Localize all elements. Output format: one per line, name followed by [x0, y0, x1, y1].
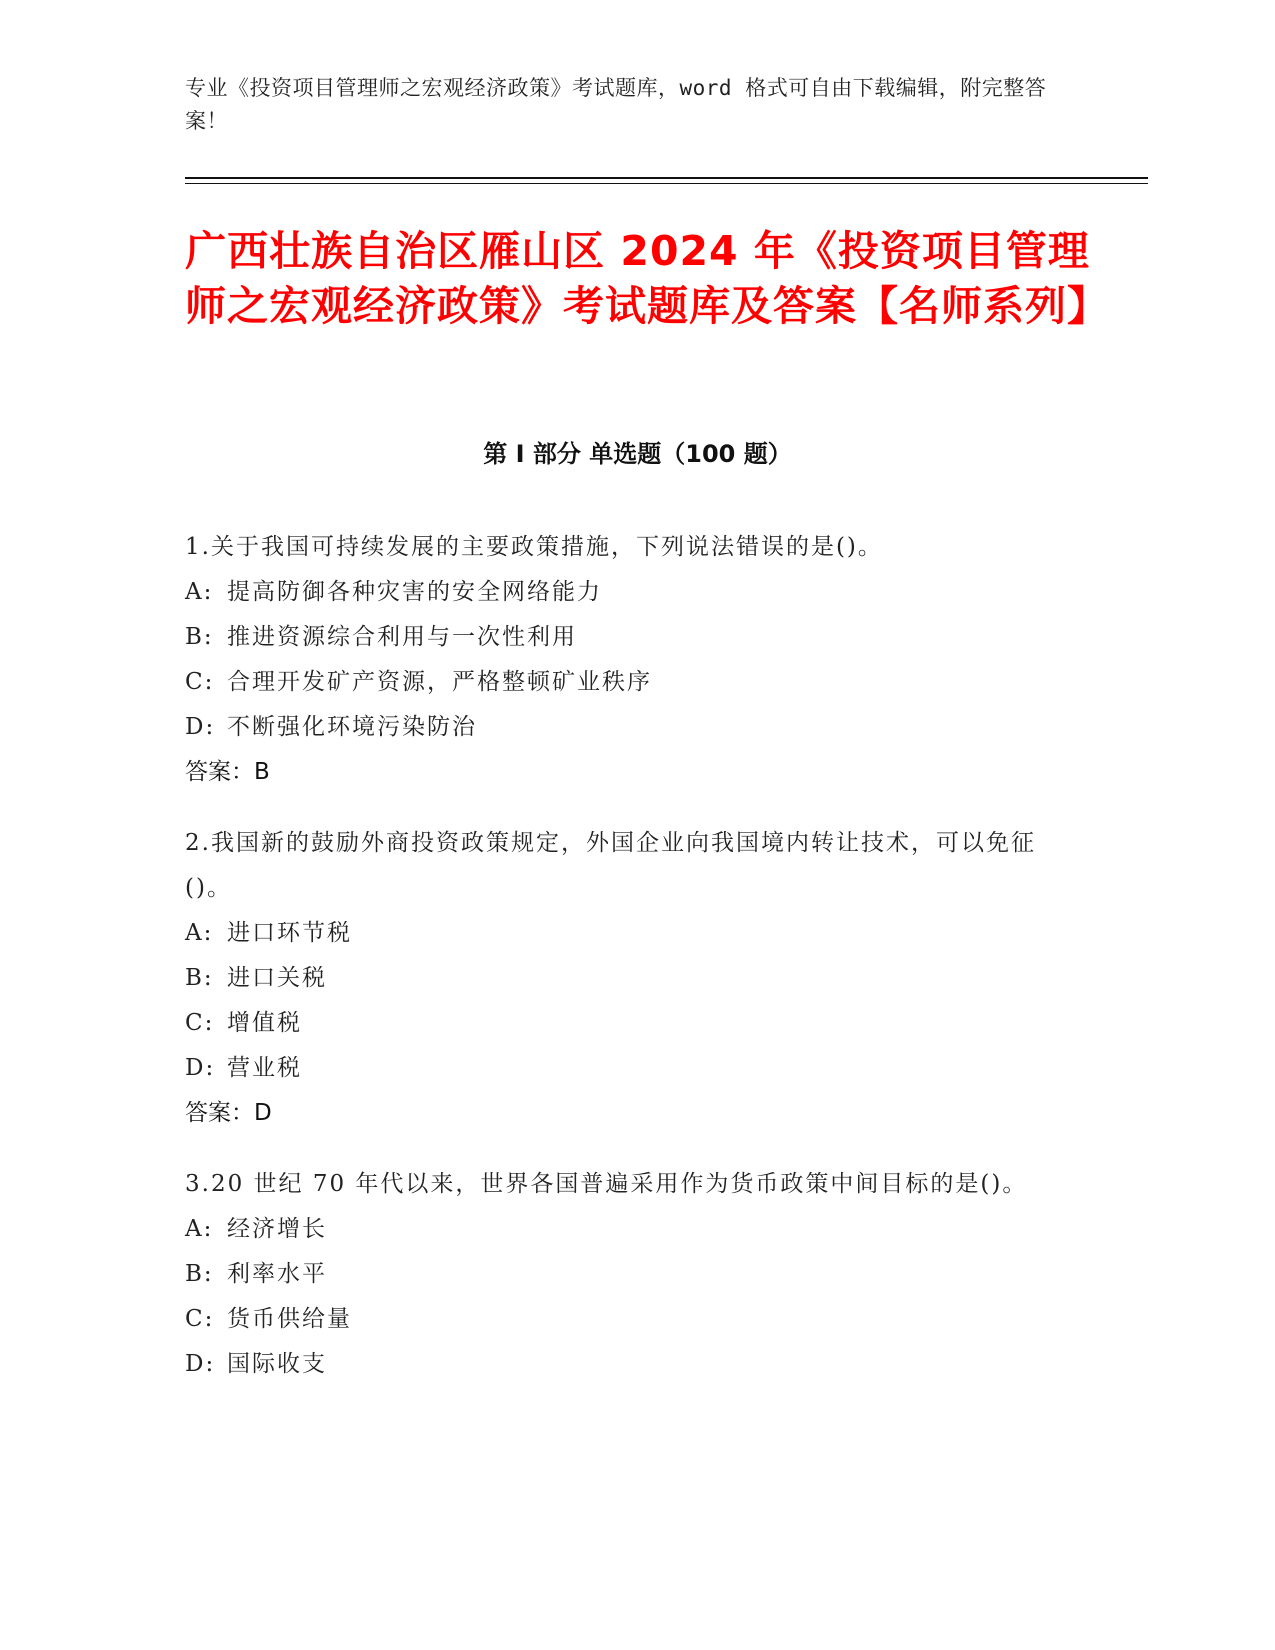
option-key: B: — [185, 965, 214, 991]
option-key: D: — [185, 1351, 216, 1377]
option-key: C: — [185, 1010, 215, 1036]
question-item — [185, 1162, 1075, 1387]
document-title: 广西壮族自治区雁山区 2024 年《投资项目管理师之宏观经济政策》考试题库及答案【名师系列】 — [185, 227, 1109, 330]
option-text: 提高防御各种灾害的安全网络能力 — [227, 579, 602, 605]
option-c — [185, 660, 1075, 705]
header-note: 专业《投资项目管理师之宏观经济政策》考试题库，word 格式可自由下载编辑，附完整答案！ — [185, 76, 1047, 133]
option-text: 国际收支 — [227, 1351, 327, 1377]
option-key: D: — [185, 1055, 216, 1081]
answer-line: 答案：B — [185, 759, 270, 785]
option-text: 利率水平 — [227, 1261, 327, 1287]
question-text: 3.20 世纪 70 年代以来，世界各国普遍采用作为货币政策中间目标的是()。 — [185, 1171, 1028, 1197]
option-c — [185, 1001, 1075, 1046]
option-key: A: — [185, 579, 214, 605]
option-key: C: — [185, 669, 215, 695]
question-text: 1.关于我国可持续发展的主要政策措施，下列说法错误的是()。 — [185, 534, 883, 560]
header-divider-thick — [185, 177, 1148, 179]
option-b — [185, 956, 1075, 1001]
option-text: 推进资源综合利用与一次性利用 — [227, 624, 577, 650]
option-key: B: — [185, 1261, 214, 1287]
option-key: B: — [185, 624, 214, 650]
option-key: A: — [185, 1216, 214, 1242]
option-text: 进口关税 — [227, 965, 327, 991]
option-text: 经济增长 — [227, 1216, 327, 1242]
option-c — [185, 1297, 1075, 1342]
option-text: 进口环节税 — [227, 920, 352, 946]
option-d — [185, 1342, 1075, 1387]
option-text: 增值税 — [227, 1010, 302, 1036]
answer-line: 答案：D — [185, 1100, 272, 1126]
option-text: 合理开发矿产资源，严格整顿矿业秩序 — [227, 669, 652, 695]
section-title: 第 I 部分 单选题（100 题） — [483, 440, 792, 468]
option-b — [185, 615, 1075, 660]
option-key: A: — [185, 920, 214, 946]
option-a — [185, 570, 1075, 615]
option-key: D: — [185, 714, 216, 740]
option-key: C: — [185, 1306, 215, 1332]
option-d — [185, 1046, 1075, 1091]
option-text: 不断强化环境污染防治 — [227, 714, 477, 740]
header-divider-thin — [185, 183, 1148, 184]
option-b — [185, 1252, 1075, 1297]
option-a — [185, 1207, 1075, 1252]
question-item — [185, 525, 1075, 795]
question-list — [185, 525, 1075, 1413]
option-text: 营业税 — [227, 1055, 302, 1081]
question-text: 2.我国新的鼓励外商投资政策规定，外国企业向我国境内转让技术，可以免征()。 — [185, 830, 1036, 901]
option-text: 货币供给量 — [227, 1306, 352, 1332]
question-item — [185, 821, 1075, 1136]
option-d — [185, 705, 1075, 750]
option-a — [185, 911, 1075, 956]
